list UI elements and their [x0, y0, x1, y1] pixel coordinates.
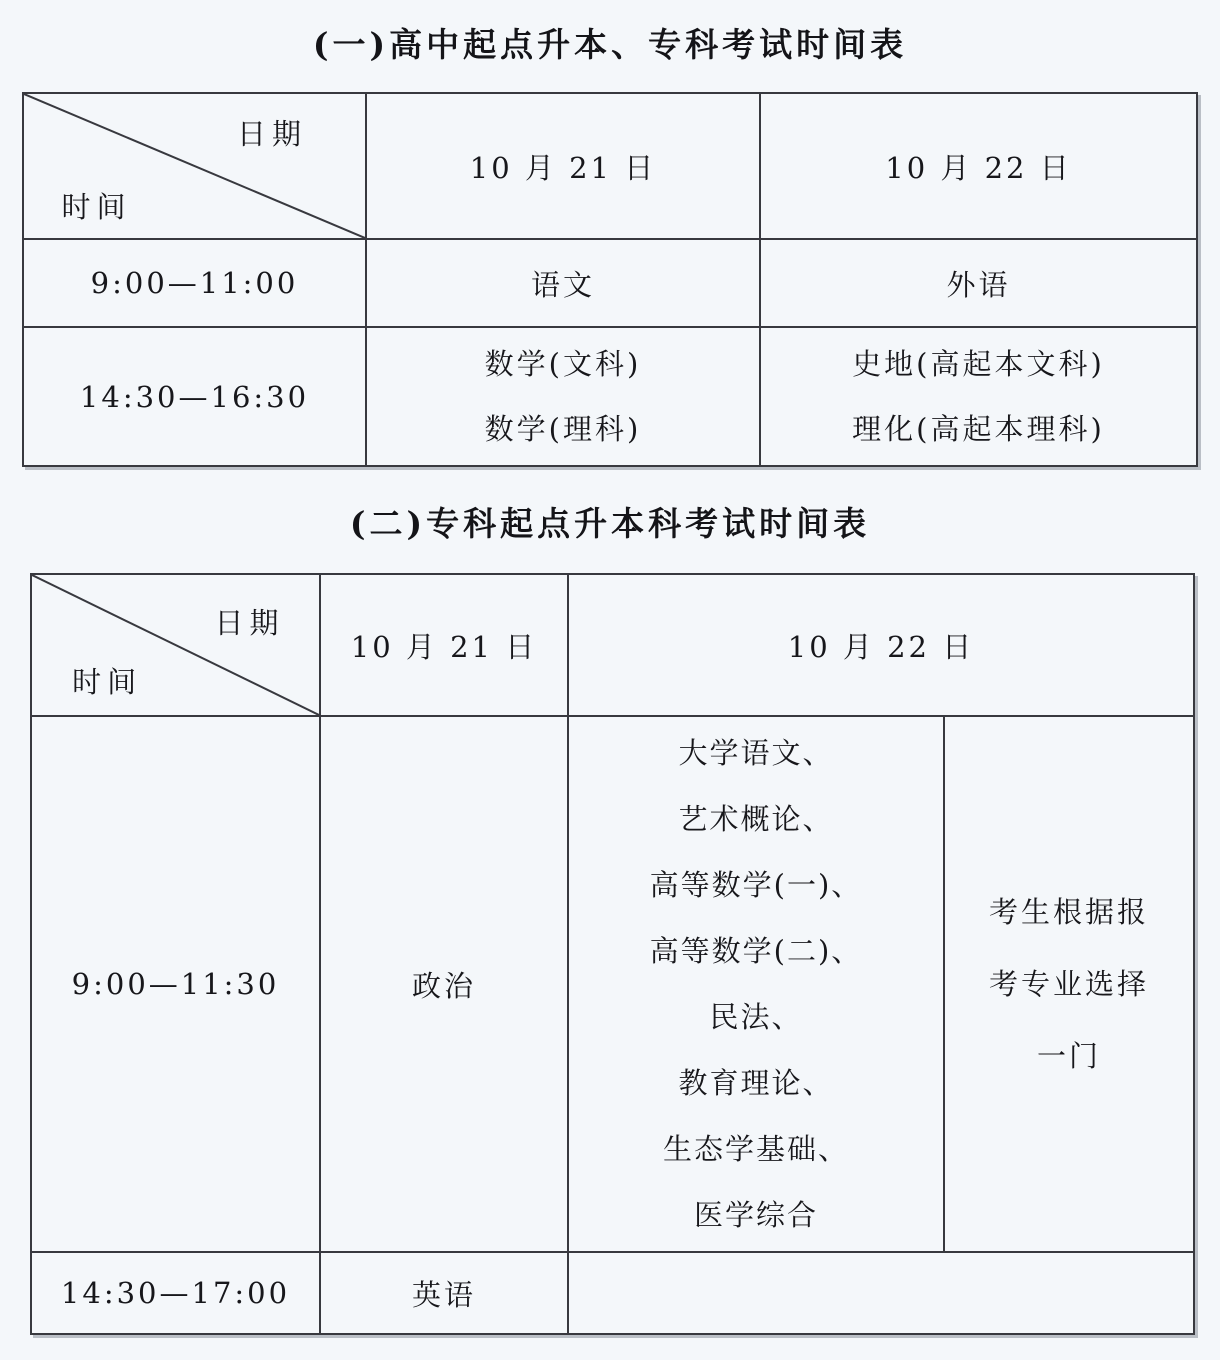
table-row [23, 239, 1197, 327]
exam-table-high-school-start [22, 92, 1198, 467]
subject-stack [367, 332, 759, 462]
subject-line: 民法、 [709, 1000, 803, 1034]
subject-line: 教育理论、 [678, 1066, 834, 1100]
date-header-oct22: 10 月 22 日 [760, 93, 1197, 239]
exam-note-cell [944, 716, 1194, 1252]
subject-stack [761, 332, 1196, 462]
subject-line: 数学(理科) [484, 411, 642, 446]
subject-cell: 英语 [320, 1252, 568, 1334]
corner-diagonal-cell [23, 93, 366, 239]
date-header-oct21: 10 月 21 日 [320, 574, 568, 716]
subject-line: 高等数学(二)、 [649, 934, 863, 968]
table-header-row [23, 93, 1197, 239]
subject-cell: 政治 [320, 716, 568, 1252]
subject-line: 数学(文科) [484, 346, 642, 381]
table-row [31, 716, 1194, 1252]
exam-note-text: 考生根据报考专业选择一门 [988, 895, 1149, 1073]
table-header-row [31, 574, 1194, 716]
subject-line: 艺术概论、 [678, 802, 834, 836]
corner-date-label: 日期 [237, 117, 308, 151]
section2-title: (二)专科起点升本科考试时间表 [349, 504, 871, 543]
subject-list-cell [568, 716, 944, 1252]
time-slot-cell: 14:30—17:00 [31, 1252, 320, 1334]
date-header-oct21: 10 月 21 日 [366, 93, 760, 239]
subject-cell: 语文 [366, 239, 760, 327]
corner-date-label: 日期 [214, 606, 285, 640]
subject-line: 史地(高起本文科) [852, 346, 1105, 381]
corner-time-label: 时间 [61, 190, 132, 224]
table-row [23, 327, 1197, 466]
subject-line: 医学综合 [693, 1198, 818, 1232]
subject-line: 生态学基础、 [662, 1132, 849, 1166]
time-slot-cell: 9:00—11:00 [23, 239, 366, 327]
exam-table-college-start [30, 573, 1195, 1335]
corner-diagonal-cell [31, 574, 320, 716]
table-row [31, 1252, 1194, 1334]
subject-cell [760, 327, 1197, 466]
corner-time-label: 时间 [72, 665, 143, 699]
subject-line: 大学语文、 [678, 736, 834, 770]
subject-cell: 外语 [760, 239, 1197, 327]
subject-line: 高等数学(一)、 [649, 868, 863, 902]
subject-cell [366, 327, 760, 466]
subject-line: 理化(高起本理科) [852, 411, 1105, 446]
time-slot-cell: 9:00—11:30 [31, 716, 320, 1252]
empty-cell [568, 1252, 1194, 1334]
section1-title: (一)高中起点升本、专科考试时间表 [312, 25, 908, 64]
date-header-oct22: 10 月 22 日 [568, 574, 1194, 716]
time-slot-cell: 14:30—16:30 [23, 327, 366, 466]
